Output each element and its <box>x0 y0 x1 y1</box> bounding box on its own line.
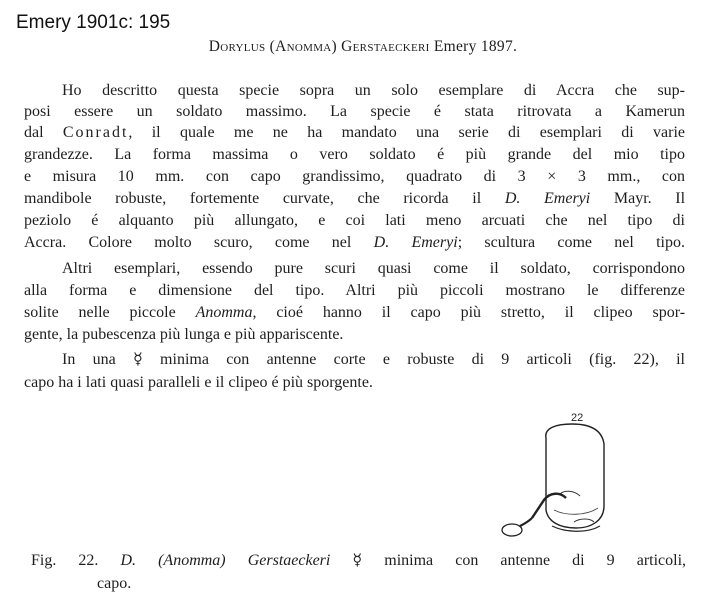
body-line-6 <box>24 189 685 209</box>
body-line-10 <box>24 281 685 301</box>
title-author-year: Emery 1897. <box>433 38 518 55</box>
body-line-14-text: capo ha i lati quasi paralleli e il clipeo é più sporgente. <box>24 374 373 391</box>
citation-label: Emery 1901c: 195 <box>16 12 171 33</box>
body-line-6-part-a: mandibole robuste, fortemente curvate, che ricorda il <box>24 190 482 207</box>
body-line-12-text: gente, la pubescenza più lunga e più appariscente. <box>24 326 344 343</box>
body-line-11-part-a: solite nelle piccole <box>24 304 176 321</box>
caption-subgenus: (Anomma) <box>158 552 226 569</box>
head-outline <box>546 424 604 528</box>
clypeus-line <box>554 508 598 514</box>
body-line-8 <box>24 233 685 253</box>
body-line-9-text: Altri esemplari, essendo pure scuri quasi come il soldato, corrispondono <box>62 260 685 277</box>
body-line-1-text: Ho descritto questa specie sopra un solo esemplare di Accra che sup- <box>62 82 685 99</box>
body-line-14 <box>24 373 685 393</box>
body-line-8-part-a: Accra. Colore molto scuro, come nel <box>24 234 352 251</box>
figure-number: 22 <box>571 412 584 424</box>
species-title <box>0 38 726 56</box>
title-species: Gerstaeckeri <box>341 38 430 55</box>
body-line-5-text: e misura 10 mm. con capo grandissimo, quadrato di 3 × 3 mm., con <box>24 168 685 185</box>
title-subgenus: (Anomma) <box>269 38 337 55</box>
title-genus: Dorylus <box>208 38 266 55</box>
body-line-13-text: In una ☿ minima con antenne corte e robuste di 9 articoli (fig. 22), il <box>62 351 685 368</box>
body-line-3-part-c: , il quale me ne ha mandato una serie di esemplari di varie <box>128 124 686 141</box>
figure-ant-head <box>494 410 614 540</box>
caption-species: Gerstaeckeri <box>247 552 331 569</box>
body-line-6-part-c: Mayr. Il <box>613 190 686 207</box>
caption-genus: D. <box>120 552 137 569</box>
body-line-13 <box>62 350 685 370</box>
body-line-8-part-c: ; scultura come nel tipo. <box>457 234 686 251</box>
body-line-7-text: peziolo é alquanto più allungato, e coi lati meno arcuati che nel tipo di <box>24 212 685 229</box>
species-ref-emeryi: D. Emeryi <box>504 190 591 207</box>
ant-head-drawing <box>494 410 614 540</box>
species-ref-emeryi-2: D. Emeryi <box>373 234 458 251</box>
body-line-3-part-a: dal <box>24 124 44 141</box>
antenna-club <box>502 524 522 536</box>
body-line-9 <box>62 259 685 279</box>
body-line-5 <box>24 167 685 187</box>
genus-ref-anomma: Anomma <box>195 304 253 321</box>
figure-caption-line-1 <box>31 550 686 572</box>
body-line-12 <box>24 325 685 345</box>
body-line-3 <box>24 123 685 143</box>
figure-caption-line-2 <box>97 573 726 595</box>
antenna-scape <box>532 494 566 518</box>
body-line-2-text: posi essere un soldato massimo. La specie é stata ritrovata a Kamerun <box>24 103 685 120</box>
body-line-7 <box>24 211 685 231</box>
body-line-11 <box>24 303 685 323</box>
body-line-10-text: alla forma e dimensione del tipo. Altri più piccoli mostrano le differenze <box>24 282 685 299</box>
mandible-left <box>574 519 594 522</box>
body-line-11-part-c: , cioé hanno il capo più stretto, il clipeo spor- <box>252 304 686 321</box>
caption-prefix: Fig. 22. <box>31 552 99 569</box>
body-line-4 <box>24 145 685 165</box>
body-line-2 <box>24 102 685 122</box>
antenna-funiculus <box>520 518 532 526</box>
body-line-4-text: grandezze. La forma massima o vero soldato é più grande del mio tipo <box>24 146 685 163</box>
collector-name: Conradt <box>62 124 129 141</box>
caption-line-2-text: capo. <box>97 575 132 592</box>
caption-rest: ☿ minima con antenne di 9 articoli, <box>352 552 687 569</box>
body-line-1 <box>62 81 685 101</box>
